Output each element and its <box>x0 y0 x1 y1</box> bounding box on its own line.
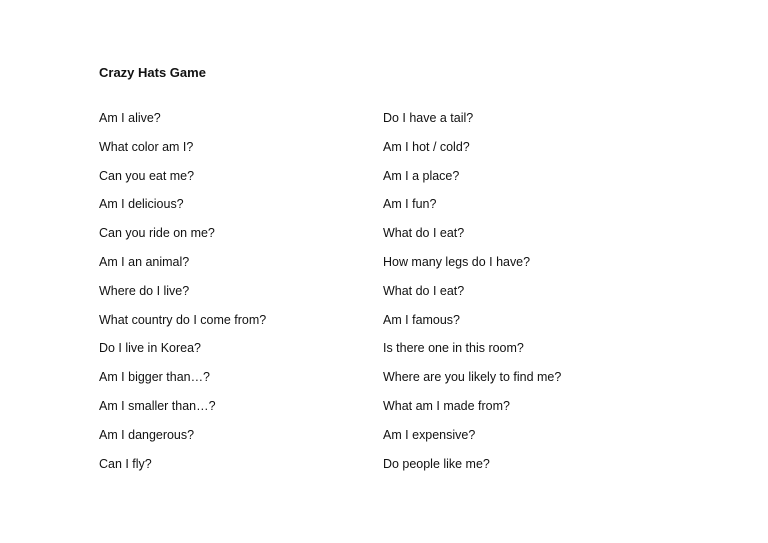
question-item: Am I expensive? <box>383 426 476 442</box>
question-item: Am I famous? <box>383 311 460 327</box>
question-item: How many legs do I have? <box>383 253 531 269</box>
question-item: What do I eat? <box>383 282 465 298</box>
question-item: Do I live in Korea? <box>99 340 201 356</box>
question-item: Am I bigger than…? <box>99 369 210 385</box>
question-item: Can you ride on me? <box>99 225 215 241</box>
question-item: Where do I live? <box>99 282 190 298</box>
question-item: Am I dangerous? <box>99 426 195 442</box>
question-item: Am I a place? <box>383 167 460 183</box>
question-item: Am I fun? <box>383 196 437 212</box>
question-list-left <box>99 110 273 484</box>
question-item: What am I made from? <box>383 397 510 413</box>
question-item: Am I an animal? <box>99 253 190 269</box>
question-item: What country do I come from? <box>99 311 267 327</box>
question-item: Do I have a tail? <box>383 110 474 125</box>
question-item: Am I hot / cold? <box>383 138 470 154</box>
question-item: Am I alive? <box>99 110 161 125</box>
question-item: What color am I? <box>99 138 194 154</box>
question-list-right <box>383 110 569 484</box>
question-item: Am I delicious? <box>99 196 184 212</box>
question-item: Am I smaller than…? <box>99 397 216 413</box>
question-item: Is there one in this room? <box>383 340 524 356</box>
question-item: Where are you likely to find me? <box>383 369 562 385</box>
question-item: What do I eat? <box>383 225 465 241</box>
question-item: Can I fly? <box>99 455 152 471</box>
question-item: Can you eat me? <box>99 167 195 183</box>
question-item: Do people like me? <box>383 455 490 471</box>
document-title: Crazy Hats Game <box>99 65 206 80</box>
